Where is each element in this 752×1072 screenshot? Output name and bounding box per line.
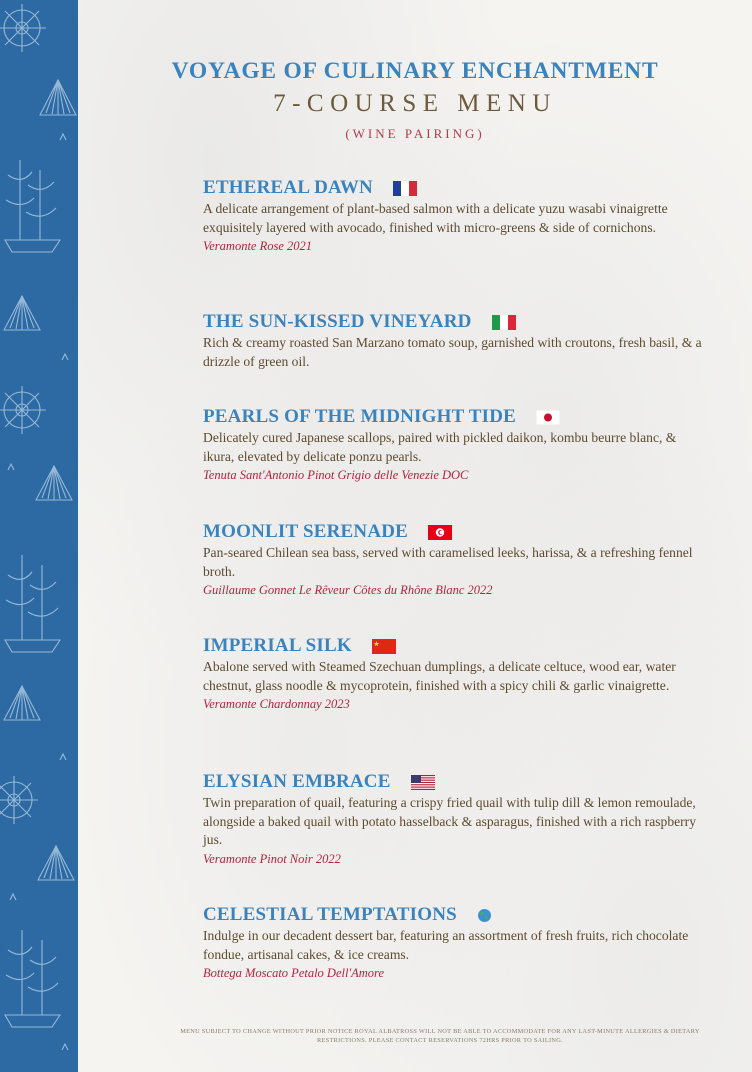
course-item — [203, 310, 703, 371]
nautical-pattern — [0, 0, 78, 1072]
course-name: PEARLS OF THE MIDNIGHT TIDE — [203, 406, 516, 427]
course-item — [203, 634, 703, 713]
footer-disclaimer: MENU SUBJECT TO CHANGE WITHOUT PRIOR NOTICE ROYAL ALBATROSS WILL NOT BE ABLE TO ACCOMMODATE FOR ANY LAST-MINUTE ALLERGIES & DIETARY RESTRICTIONS. PLEASE CONTACT RESERVATIONS 72HRS PRIOR TO SAILING. — [180, 1028, 700, 1044]
course-name: IMPERIAL SILK — [203, 635, 352, 656]
course-description: A delicate arrangement of plant-based salmon with a delicate yuzu wasabi vinaigrette exquisitely layered with avocado, finished with micro-greens & side of cornichons. — [203, 201, 668, 235]
course-item — [203, 520, 703, 599]
course-wine: Veramonte Pinot Noir 2022 — [203, 851, 341, 866]
wine-pairing-label: (WINE PAIRING) — [345, 126, 485, 141]
course-wine: Bottega Moscato Petalo Dell'Amore — [203, 966, 384, 981]
course-description: Delicately cured Japanese scallops, paired with pickled daikon, kombu beurre blanc, & ikura, elevated by delicate ponzu pearls. — [203, 430, 677, 464]
course-description: Twin preparation of quail, featuring a crispy fried quail with tulip dill & lemon remoulade, alongside a baked quail with potato hasselback & asparagus, finished with a rich raspberry jus. — [203, 795, 697, 848]
ship-wheel-icon — [0, 4, 46, 52]
shell-icon — [38, 846, 74, 880]
shell-icon — [4, 686, 40, 720]
sailing-ship-icon — [5, 555, 60, 652]
sailing-ship-icon — [5, 930, 60, 1027]
nautical-side-band — [0, 0, 78, 1072]
ship-wheel-icon — [0, 386, 46, 434]
flag-france-icon — [393, 181, 417, 196]
flag-china-icon — [372, 639, 396, 654]
ship-wheel-icon — [0, 776, 38, 824]
course-wine: Veramonte Rose 2021 — [203, 239, 313, 254]
menu-subtitle: 7-COURSE MENU — [273, 90, 557, 117]
shell-icon — [4, 296, 40, 330]
course-wine: Veramonte Chardonnay 2023 — [203, 697, 350, 712]
course-description: Indulge in our decadent dessert bar, featuring an assortment of fresh fruits, rich chocolate fondue, artisanal cakes, & ice creams. — [203, 928, 689, 962]
course-name: THE SUN-KISSED VINEYARD — [203, 311, 472, 332]
course-name: CELESTIAL TEMPTATIONS — [203, 904, 457, 925]
flag-usa-icon — [411, 775, 435, 790]
course-name: ELYSIAN EMBRACE — [203, 771, 391, 792]
course-item — [203, 770, 703, 868]
course-name: ETHEREAL DAWN — [203, 177, 373, 198]
course-description: Abalone served with Steamed Szechuan dumplings, a delicate celtuce, wood ear, water chestnut, glass noodle & mycoprotein, finished with a spicy chili & garlic vinaigrette. — [203, 659, 676, 693]
globe-icon — [477, 908, 492, 923]
flag-italy-icon — [492, 315, 516, 330]
course-description: Pan-seared Chilean sea bass, served with caramelised leeks, harissa, & a refreshing fennel broth. — [203, 545, 693, 579]
course-wine: Guillaume Gonnet Le Rêveur Côtes du Rhône Blanc 2022 — [203, 583, 493, 598]
shell-icon — [36, 466, 72, 500]
course-name: MOONLIT SERENADE — [203, 521, 409, 542]
menu-title: VOYAGE OF CULINARY ENCHANTMENT — [171, 58, 659, 84]
course-item — [203, 176, 703, 255]
flag-japan-icon — [536, 410, 560, 425]
shell-icon — [40, 80, 76, 115]
course-item — [203, 903, 703, 982]
flag-tunisia-icon — [428, 525, 452, 540]
course-wine: Tenuta Sant'Antonio Pinot Grigio delle Venezie DOC — [203, 468, 469, 483]
course-item — [203, 405, 703, 484]
course-description: Rich & creamy roasted San Marzano tomato soup, garnished with croutons, fresh basil, & a drizzle of green oil. — [203, 335, 702, 369]
sailing-ship-icon — [5, 160, 60, 252]
